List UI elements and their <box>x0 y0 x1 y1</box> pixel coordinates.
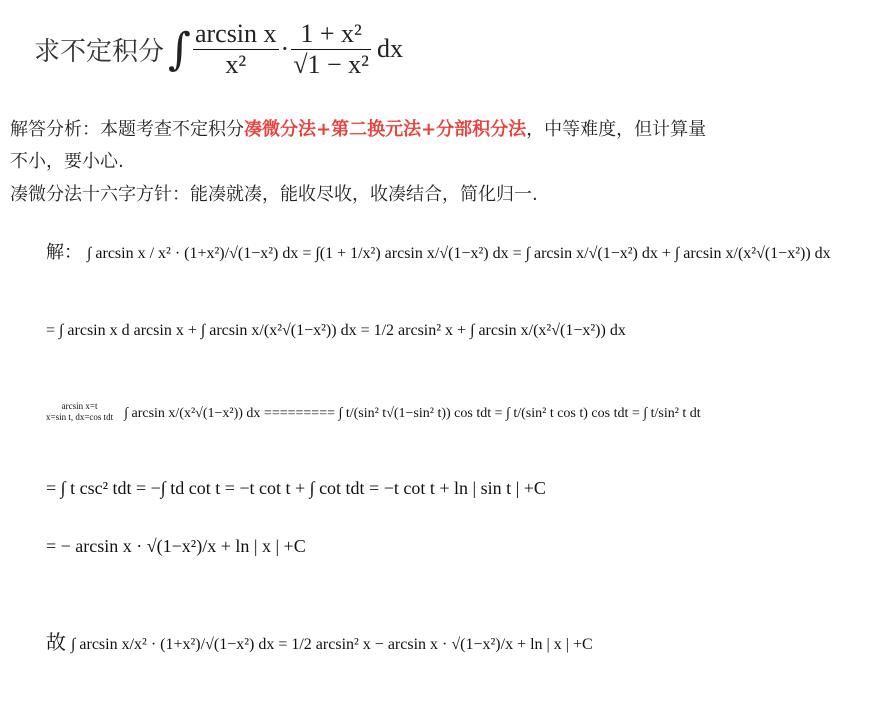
final-label: 故 <box>46 632 66 654</box>
fraction-denominator: √1 − x² <box>293 49 369 79</box>
step1-expression: ∫ arcsin x / x² · (1+x²)/√(1−x²) dx = ∫(1 + 1/x²) arcsin x/√(1−x²) dx = ∫ arcsin x/√(1−x²) dx + ∫ arcsin x/(x²√(1−x²)) dx <box>87 245 831 262</box>
substitution-bottom: x=sin t, dx=cos tdt <box>46 412 114 423</box>
substitution-top: arcsin x=t <box>61 401 98 412</box>
final-expression: ∫ arcsin x/x² · (1+x²)/√(1−x²) dx = 1/2 arcsin² x − arcsin x · √(1−x²)/x + ln | x | +C <box>71 636 593 653</box>
solution-panel <box>26 230 856 710</box>
integral-sign: ∫ <box>168 23 191 75</box>
problem-statement <box>34 6 403 92</box>
dot-operator: · <box>280 34 290 63</box>
solution-final <box>46 626 593 655</box>
fraction-denominator: x² <box>225 49 247 79</box>
solution-step-4: = ∫ t csc² tdt = −∫ td cot t = −t cot t + ∫ cot tdt = −t cot t + ln | sin t | +C <box>46 478 546 498</box>
fraction-numerator: arcsin x <box>194 18 277 48</box>
solution-step-3 <box>46 400 701 423</box>
analysis-methods-highlight: 凑微分法+第二换元法+分部积分法 <box>244 119 527 140</box>
fraction-1plusx2-over-sqrt <box>291 19 371 80</box>
step3-substitution <box>46 401 113 423</box>
fraction-arcsin-over-x2 <box>193 19 279 80</box>
analysis-line-1 <box>10 118 706 142</box>
fraction-numerator: 1 + x² <box>291 19 371 50</box>
analysis-rest: ，中等难度，但计算量 <box>526 119 707 140</box>
analysis-label: 解答分析：本题考查不定积分 <box>10 119 244 140</box>
solution-step-2: = ∫ arcsin x d arcsin x + ∫ arcsin x/(x²√(1−x²)) dx = 1/2 arcsin² x + ∫ arcsin x/(x²√(1−x²)) dx <box>46 322 626 339</box>
analysis-line-2: 不小，要小心. <box>10 151 124 172</box>
differential-dx: dx <box>376 34 403 63</box>
step3-expression: ∫ arcsin x/(x²√(1−x²)) dx ========= ∫ t/(sin² t√(1−sin² t)) cos tdt = ∫ t/(sin² t cos t) cos tdt = ∫ t/sin² t dt <box>124 406 701 421</box>
problem-prefix: 求不定积分 <box>34 36 165 67</box>
step1-label: 解： <box>46 242 82 263</box>
analysis-line-3: 凑微分法十六字方针：能凑就凑，能收尽收，收凑结合，简化归一. <box>10 184 538 205</box>
solution-step-1 <box>46 238 831 264</box>
solution-step-5: = − arcsin x · √(1−x²)/x + ln | x | +C <box>46 536 306 556</box>
